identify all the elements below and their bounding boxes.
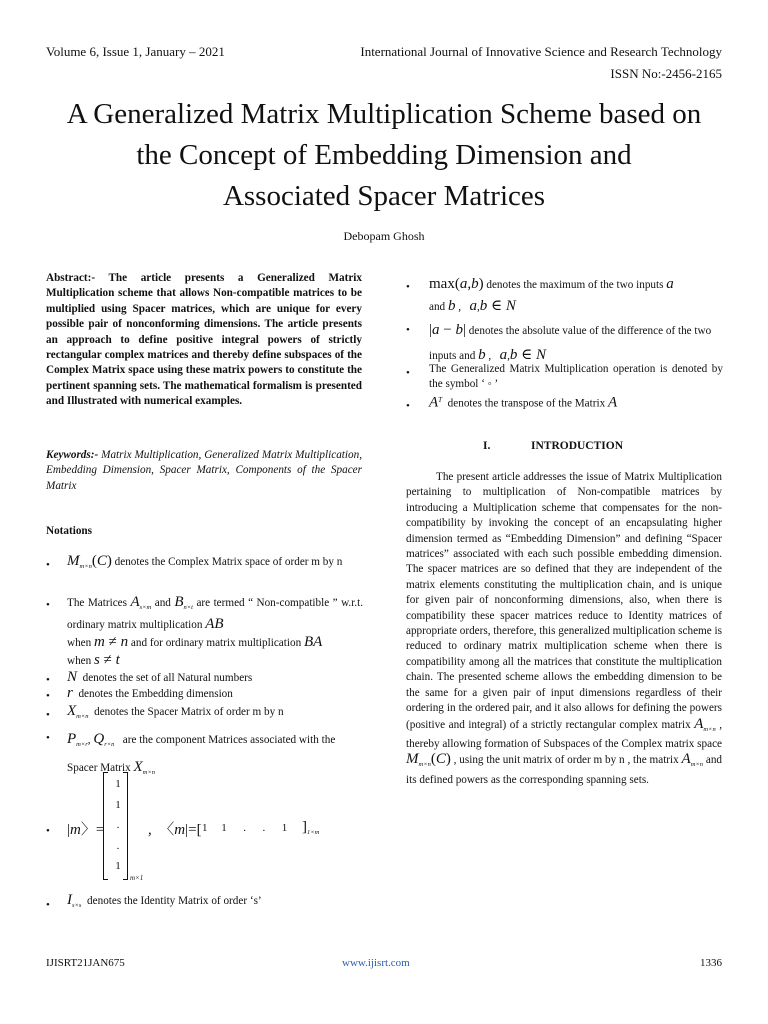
footer-website-link[interactable]: www.ijisrt.com [342,957,410,969]
notation-identity: $I_{s\times s}$ denotes the Identity Matrix of order ‘s’ [67,892,262,909]
notation-complex-space: $M_{m\times n}(C)$ denotes the Complex Matrix space of order m by n [67,553,343,570]
notation-embedding: r denotes the Embedding dimension [67,685,233,701]
section-heading: INTRODUCTION [531,440,624,452]
bullet: • [46,599,50,611]
bullet: • [406,367,410,379]
column-vector: 1 1 . . 1 [115,778,121,872]
title-line-1: A Generalized Matrix Multiplication Scheme based on [66,98,702,130]
issn: ISSN No:-2456-2165 [610,66,722,81]
bullet: • [406,281,410,293]
paper-title [0,94,768,217]
abstract: Abstract:- The article presents a Generalized Matrix Multiplication scheme that allows Non-compatible matrices to be multiplied using Spacer matrices, which are unique for every possible pair of nonconforming dimensions. The article presents an approach to define positive integral powers of strictly rectangular complex matrices and thereby define subspaces of the Complex Matrix space using these matrix powers to constitute the pertinent spanning sets. The mathematical formalism is presented and Illustrated with numerical examples. [46,272,362,408]
notation-spacer: $X_{m\times n}$ denotes the Spacer Matrix of order m by n [67,703,284,720]
bullet: • [46,690,50,702]
column-order: m×1 [130,874,144,882]
keywords-label: Keywords:- [46,449,99,461]
column-bracket-right [123,772,128,880]
bullet: • [46,732,50,744]
bullet: • [46,899,50,911]
introduction-body: The present article addresses the issue of Matrix Multiplication pertaining to multiplication of Non-compatible matrices by introducing a Multiplication scheme that compensates for the non-compatibility by invoking the concept of an encapsulating higher dimension termed as “Embedding Dimension” and defining “Spacer matrices” associated with each such possible embedding dimension. The spacer matrices are so defined that they are independent of the matrix elements constituting the multiplication chain, and is unique for given pair of nonconforming dimensions, also, when there is compatibility these spacer matrices reduce to Identity matrices of appropriate orders, therefore, this generalized multiplication scheme is reduced to ordinary matrix multiplication scheme when there is compatibility among all the matrices that constitute the multiplication chain. The presented scheme allows the embedding dimension to be the same for a given pair of input dimensions regardless of their ordering in the ordered pair, and it also allows for defining the powers (positive and integral) of a strictly rectangular complex matrix $A_{m\times n}$ , thereby allowing formation of Subspaces of the Complex matrix space $M_{m\times n}(C)$ , using the unit matrix of order m by n , the matrix $A_{m\times n}$ and its defined powers as the corresponding spanning sets. [406,471,723,786]
notation-transpose: $A^T$ denotes the transpose of the Matrix A [429,394,618,411]
ket-m: |m〉= [67,822,105,838]
keywords-text: Matrix Multiplication, Generalized Matrix Multiplication, Embedding Dimension, Spacer Matrix, Components of the Spacer Matrix [46,449,362,492]
title-line-2: the Concept of Embedding Dimension and [136,139,632,171]
title-line-3: Associated Spacer Matrices [222,180,546,212]
keywords [46,448,362,494]
bullet: • [406,324,410,336]
bullet: • [46,674,50,686]
notation-noncompatible: The Matrices $A_{s\times m}$ and $B_{n\times t}$ are termed “ Non-compatible ” w.r.t. ordinary matrix multiplication AB when m ≠ n and for ordinary matrix multiplication BA when s ≠ t [67,594,364,668]
bullet: • [46,559,50,571]
footer-paper-id: IJISRT21JAN675 [46,957,125,969]
notation-text: denotes the Complex Matrix space of order m by n [114,556,343,568]
author: Debopam Ghosh [343,229,425,243]
column-bracket-left [103,772,108,880]
volume-info: Volume 6, Issue 1, January – 2021 [46,44,225,59]
section-number: I. [483,440,491,452]
bullet: • [406,400,410,412]
notation-gmm-symbol: The Generalized Matrix Multiplication operation is denoted by the symbol ‘ ◦ ’ [429,363,723,391]
bra-m: , 〈m|=[ [148,822,202,838]
bullet: • [46,709,50,721]
notation-naturals: N denotes the set of all Natural numbers [67,669,253,685]
journal-name: International Journal of Innovative Science and Research Technology [360,44,722,59]
row-vector: 1 1 . . 1 [202,822,288,834]
notation-max: max(a,b) denotes the maximum of the two inputs a and b , a,b ∈ N [429,276,674,314]
bullet: • [46,825,50,837]
notation-components: $P_{m\times r}$, $Q_{r\times n}$ are the component Matrices associated with the Spacer Matrix $X_{m\times n}$ [67,731,336,776]
notations-heading: Notations [46,525,92,537]
row-bracket: ]$_{1\times m}$ [302,819,320,836]
page-number: 1336 [700,957,722,969]
notation-abs: |a − b| denotes the absolute value of the difference of the two inputs and b , a,b ∈ N [429,322,712,363]
